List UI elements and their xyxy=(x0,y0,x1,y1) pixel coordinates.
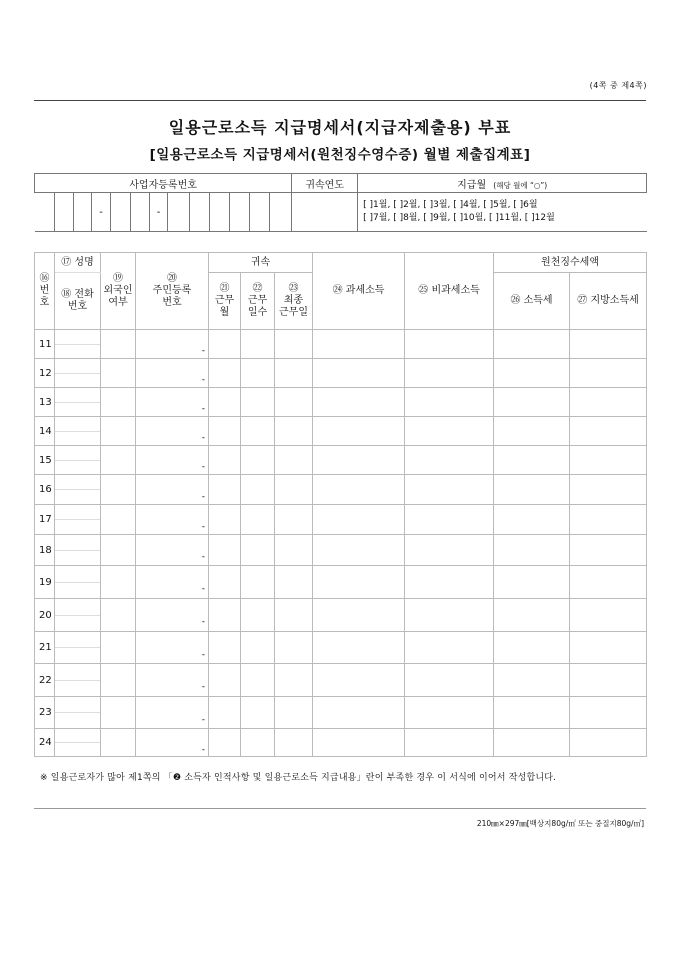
col-attribution: 귀속 xyxy=(209,253,313,273)
months-first-half: [ ]1월, [ ]2월, [ ]3월, [ ]4월, [ ]5월, [ ]6월 xyxy=(363,200,538,210)
worker-table xyxy=(34,252,647,757)
name-field[interactable] xyxy=(55,680,100,681)
name-phone-cell[interactable] xyxy=(55,664,101,697)
ssn-field[interactable] xyxy=(136,417,209,446)
name-field[interactable] xyxy=(55,460,100,461)
biz-reg-cell[interactable] xyxy=(230,193,250,232)
top-divider xyxy=(34,100,646,101)
month-checklist[interactable] xyxy=(358,193,647,232)
income-tax-field[interactable] xyxy=(494,632,570,664)
year-input-cell[interactable] xyxy=(292,193,358,232)
last-work-day-field[interactable] xyxy=(275,535,313,566)
last-work-day-field[interactable] xyxy=(275,330,313,359)
ssn-dash: - xyxy=(201,584,205,594)
months-second-half: [ ]7월, [ ]8월, [ ]9월, [ ]10월, [ ]11월, [ ]12월 xyxy=(363,213,555,223)
work-month-field[interactable] xyxy=(209,417,241,446)
name-phone-cell[interactable] xyxy=(55,475,101,505)
nontaxable-income-field[interactable] xyxy=(405,664,494,697)
row-number: 15 xyxy=(35,446,55,475)
work-days-field[interactable] xyxy=(241,697,275,729)
col-number: ⑯ 번 호 xyxy=(35,253,55,330)
last-work-day-field[interactable] xyxy=(275,729,313,757)
local-income-tax-field[interactable] xyxy=(570,664,647,697)
nontaxable-income-field[interactable] xyxy=(405,535,494,566)
ssn-field[interactable] xyxy=(136,664,209,697)
name-field[interactable] xyxy=(55,712,100,713)
row-number: 14 xyxy=(35,417,55,446)
ssn-dash: - xyxy=(201,404,205,414)
income-tax-field[interactable] xyxy=(494,417,570,446)
foreigner-field[interactable] xyxy=(101,446,136,475)
last-work-day-field[interactable] xyxy=(275,505,313,535)
work-month-field[interactable] xyxy=(209,330,241,359)
work-month-field[interactable] xyxy=(209,388,241,417)
col-work-month: ㉑ 근무 월 xyxy=(209,273,241,330)
row-number: 21 xyxy=(35,632,55,664)
income-tax-field[interactable] xyxy=(494,566,570,599)
biz-reg-cell[interactable] xyxy=(74,193,92,232)
name-field[interactable] xyxy=(55,489,100,490)
table-row xyxy=(35,505,647,535)
taxable-income-field[interactable] xyxy=(313,359,405,388)
name-phone-cell[interactable] xyxy=(55,446,101,475)
taxable-income-field[interactable] xyxy=(313,566,405,599)
local-income-tax-field[interactable] xyxy=(570,632,647,664)
name-field[interactable] xyxy=(55,647,100,648)
col-local-income-tax: ㉗ 지방소득세 xyxy=(570,273,647,330)
taxable-income-field[interactable] xyxy=(313,505,405,535)
nontaxable-income-field[interactable] xyxy=(405,632,494,664)
income-tax-field[interactable] xyxy=(494,599,570,632)
foreigner-field[interactable] xyxy=(101,505,136,535)
local-income-tax-field[interactable] xyxy=(570,697,647,729)
col-nontaxable-income: ㉕ 비과세소득 xyxy=(405,253,494,330)
col-last-work-day: ㉓ 최종 근무일 xyxy=(275,273,313,330)
foreigner-field[interactable] xyxy=(101,388,136,417)
ssn-field[interactable] xyxy=(136,475,209,505)
local-income-tax-field[interactable] xyxy=(570,566,647,599)
footnote: ※ 일용근로자가 많아 제1쪽의 「❷ 소득자 인적사항 및 일용근로소득 지급내용」란이 부족한 경우 이 서식에 이어서 작성합니다. xyxy=(40,773,557,783)
table-row xyxy=(35,599,647,632)
name-phone-cell[interactable] xyxy=(55,359,101,388)
ssn-field[interactable] xyxy=(136,729,209,757)
work-month-field[interactable] xyxy=(209,729,241,757)
income-tax-field[interactable] xyxy=(494,697,570,729)
biz-reg-cell[interactable] xyxy=(55,193,74,232)
last-work-day-field[interactable] xyxy=(275,632,313,664)
biz-reg-cell[interactable] xyxy=(270,193,292,232)
row-number: 13 xyxy=(35,388,55,417)
name-phone-cell[interactable] xyxy=(55,632,101,664)
work-days-field[interactable] xyxy=(241,566,275,599)
row-number: 22 xyxy=(35,664,55,697)
col-ssn: ⑳ 주민등록 번호 xyxy=(136,253,209,330)
nontaxable-income-field[interactable] xyxy=(405,330,494,359)
row-number: 19 xyxy=(35,566,55,599)
row-number: 16 xyxy=(35,475,55,505)
name-phone-cell[interactable] xyxy=(55,697,101,729)
nontaxable-income-field[interactable] xyxy=(405,417,494,446)
foreigner-field[interactable] xyxy=(101,475,136,505)
table-row xyxy=(35,417,647,446)
income-tax-field[interactable] xyxy=(494,505,570,535)
work-month-field[interactable] xyxy=(209,446,241,475)
row-number: 24 xyxy=(35,729,55,757)
last-work-day-field[interactable] xyxy=(275,697,313,729)
nontaxable-income-field[interactable] xyxy=(405,359,494,388)
last-work-day-field[interactable] xyxy=(275,388,313,417)
table-row xyxy=(35,446,647,475)
table-row xyxy=(35,664,647,697)
taxable-income-field[interactable] xyxy=(313,417,405,446)
paper-spec: 210㎜×297㎜[백상지80g/㎡ 또는 중질지80g/㎡] xyxy=(476,819,644,828)
work-days-field[interactable] xyxy=(241,505,275,535)
taxable-income-field[interactable] xyxy=(313,330,405,359)
biz-reg-number-label: 사업자등록번호 xyxy=(35,174,292,193)
income-tax-field[interactable] xyxy=(494,446,570,475)
name-phone-cell[interactable] xyxy=(55,535,101,566)
biz-reg-cell[interactable] xyxy=(210,193,230,232)
taxable-income-field[interactable] xyxy=(313,697,405,729)
name-field[interactable] xyxy=(55,373,100,374)
work-days-field[interactable] xyxy=(241,446,275,475)
col-name: ⑰ 성명 xyxy=(55,253,101,273)
name-field[interactable] xyxy=(55,344,100,345)
ssn-field[interactable] xyxy=(136,632,209,664)
col-taxable-income: ㉔ 과세소득 xyxy=(313,253,405,330)
work-days-field[interactable] xyxy=(241,475,275,505)
ssn-dash: - xyxy=(201,491,205,502)
row-number: 11 xyxy=(35,330,55,359)
row-number: 12 xyxy=(35,359,55,388)
last-work-day-field[interactable] xyxy=(275,475,313,505)
nontaxable-income-field[interactable] xyxy=(405,697,494,729)
table-row xyxy=(35,729,647,757)
form-subtitle: [일용근로소득 지급명세서(원천징수영수증) 월별 제출집계표] xyxy=(149,147,531,163)
foreigner-field[interactable] xyxy=(101,359,136,388)
name-phone-cell[interactable] xyxy=(55,566,101,599)
local-income-tax-field[interactable] xyxy=(570,388,647,417)
name-field[interactable] xyxy=(55,582,100,583)
ssn-field[interactable] xyxy=(136,388,209,417)
work-month-field[interactable] xyxy=(209,664,241,697)
work-days-field[interactable] xyxy=(241,330,275,359)
ssn-field[interactable] xyxy=(136,330,209,359)
taxable-income-field[interactable] xyxy=(313,475,405,505)
local-income-tax-field[interactable] xyxy=(570,475,647,505)
foreigner-field[interactable] xyxy=(101,330,136,359)
local-income-tax-field[interactable] xyxy=(570,599,647,632)
ssn-field[interactable] xyxy=(136,359,209,388)
local-income-tax-field[interactable] xyxy=(570,505,647,535)
taxable-income-field[interactable] xyxy=(313,729,405,757)
work-days-field[interactable] xyxy=(241,664,275,697)
taxable-income-field[interactable] xyxy=(313,632,405,664)
foreigner-field[interactable] xyxy=(101,535,136,566)
local-income-tax-field[interactable] xyxy=(570,446,647,475)
foreigner-field[interactable] xyxy=(101,566,136,599)
biz-reg-cell[interactable] xyxy=(250,193,270,232)
taxable-income-field[interactable] xyxy=(313,535,405,566)
biz-reg-cell[interactable] xyxy=(131,193,150,232)
ssn-dash: - xyxy=(201,617,205,627)
work-month-field[interactable] xyxy=(209,599,241,632)
ssn-field[interactable] xyxy=(136,599,209,632)
name-phone-cell[interactable] xyxy=(55,417,101,446)
name-field[interactable] xyxy=(55,550,100,551)
biz-reg-cell[interactable] xyxy=(111,193,131,232)
table-row xyxy=(35,359,647,388)
ssn-dash: - xyxy=(201,744,205,755)
taxable-income-field[interactable] xyxy=(313,664,405,697)
row-number: 17 xyxy=(35,505,55,535)
work-days-field[interactable] xyxy=(241,535,275,566)
income-tax-field[interactable] xyxy=(494,535,570,566)
last-work-day-field[interactable] xyxy=(275,359,313,388)
nontaxable-income-field[interactable] xyxy=(405,446,494,475)
name-phone-cell[interactable] xyxy=(55,729,101,757)
name-phone-cell[interactable] xyxy=(55,330,101,359)
nontaxable-income-field[interactable] xyxy=(405,566,494,599)
last-work-day-field[interactable] xyxy=(275,417,313,446)
table-row xyxy=(35,697,647,729)
foreigner-field[interactable] xyxy=(101,697,136,729)
foreigner-field[interactable] xyxy=(101,729,136,757)
table-row xyxy=(35,330,647,359)
ssn-field[interactable] xyxy=(136,697,209,729)
work-days-field[interactable] xyxy=(241,729,275,757)
worker-rows xyxy=(35,330,647,757)
last-work-day-field[interactable] xyxy=(275,446,313,475)
col-work-days: ㉒ 근무 일수 xyxy=(241,273,275,330)
foreigner-field[interactable] xyxy=(101,417,136,446)
local-income-tax-field[interactable] xyxy=(570,729,647,757)
local-income-tax-field[interactable] xyxy=(570,359,647,388)
name-field[interactable] xyxy=(55,519,100,520)
year-label: 귀속연도 xyxy=(292,174,358,193)
local-income-tax-field[interactable] xyxy=(570,417,647,446)
work-month-field[interactable] xyxy=(209,566,241,599)
col-phone: ⑱ 전화 번호 xyxy=(55,273,101,330)
foreigner-field[interactable] xyxy=(101,599,136,632)
income-tax-field[interactable] xyxy=(494,388,570,417)
biz-reg-cell[interactable] xyxy=(168,193,190,232)
col-foreigner: ⑲ 외국인 여부 xyxy=(101,253,136,330)
taxable-income-field[interactable] xyxy=(313,446,405,475)
ssn-dash: - xyxy=(201,462,205,472)
ssn-field[interactable] xyxy=(136,535,209,566)
table-row xyxy=(35,535,647,566)
income-tax-field[interactable] xyxy=(494,664,570,697)
col-withholding-tax: 원천징수세액 xyxy=(494,253,647,273)
work-days-field[interactable] xyxy=(241,599,275,632)
ssn-dash: - xyxy=(201,682,205,692)
name-field[interactable] xyxy=(55,431,100,432)
work-days-field[interactable] xyxy=(241,417,275,446)
taxable-income-field[interactable] xyxy=(313,388,405,417)
work-month-field[interactable] xyxy=(209,475,241,505)
name-phone-cell[interactable] xyxy=(55,505,101,535)
ssn-dash: - xyxy=(201,433,205,443)
work-month-field[interactable] xyxy=(209,535,241,566)
nontaxable-income-field[interactable] xyxy=(405,599,494,632)
ssn-dash: - xyxy=(201,714,205,725)
name-phone-cell[interactable] xyxy=(55,388,101,417)
last-work-day-field[interactable] xyxy=(275,566,313,599)
last-work-day-field[interactable] xyxy=(275,599,313,632)
taxable-income-field[interactable] xyxy=(313,599,405,632)
biz-reg-cell[interactable] xyxy=(35,193,55,232)
table-row xyxy=(35,388,647,417)
form-title: 일용근로소득 지급명세서(지급자제출용) 부표 xyxy=(168,118,512,137)
foreigner-field[interactable] xyxy=(101,664,136,697)
name-phone-cell[interactable] xyxy=(55,599,101,632)
row-number: 18 xyxy=(35,535,55,566)
nontaxable-income-field[interactable] xyxy=(405,729,494,757)
work-month-field[interactable] xyxy=(209,697,241,729)
foreigner-field[interactable] xyxy=(101,632,136,664)
income-tax-field[interactable] xyxy=(494,729,570,757)
ssn-field[interactable] xyxy=(136,446,209,475)
last-work-day-field[interactable] xyxy=(275,664,313,697)
work-month-field[interactable] xyxy=(209,632,241,664)
work-month-field[interactable] xyxy=(209,505,241,535)
ssn-dash: - xyxy=(201,552,205,562)
local-income-tax-field[interactable] xyxy=(570,330,647,359)
pay-month-label-text: 지급월 xyxy=(457,179,487,191)
nontaxable-income-field[interactable] xyxy=(405,505,494,535)
ssn-dash: - xyxy=(201,346,205,356)
ssn-dash: - xyxy=(201,375,205,385)
row-number: 20 xyxy=(35,599,55,632)
ssn-dash: - xyxy=(201,521,205,532)
biz-reg-dash: - xyxy=(150,193,168,232)
income-tax-field[interactable] xyxy=(494,330,570,359)
table-row xyxy=(35,632,647,664)
nontaxable-income-field[interactable] xyxy=(405,388,494,417)
row-number: 23 xyxy=(35,697,55,729)
bottom-divider xyxy=(34,808,646,809)
page-number-note: (4쪽 중 제4쪽) xyxy=(589,81,647,90)
work-days-field[interactable] xyxy=(241,632,275,664)
nontaxable-income-field[interactable] xyxy=(405,475,494,505)
work-month-field[interactable] xyxy=(209,359,241,388)
name-field[interactable] xyxy=(55,742,100,743)
table-row xyxy=(35,566,647,599)
income-tax-field[interactable] xyxy=(494,359,570,388)
work-days-field[interactable] xyxy=(241,359,275,388)
pay-month-hint: (해당 월에 “○”) xyxy=(493,180,548,190)
biz-reg-cell[interactable] xyxy=(190,193,210,232)
ssn-dash: - xyxy=(201,649,205,660)
work-days-field[interactable] xyxy=(241,388,275,417)
ssn-field[interactable] xyxy=(136,505,209,535)
table-row xyxy=(35,475,647,505)
header-info-table xyxy=(34,173,647,232)
biz-reg-dash: - xyxy=(92,193,111,232)
income-tax-field[interactable] xyxy=(494,475,570,505)
local-income-tax-field[interactable] xyxy=(570,535,647,566)
col-income-tax: ㉖ 소득세 xyxy=(494,273,570,330)
name-field[interactable] xyxy=(55,402,100,403)
name-field[interactable] xyxy=(55,615,100,616)
pay-month-label xyxy=(358,174,647,193)
ssn-field[interactable] xyxy=(136,566,209,599)
